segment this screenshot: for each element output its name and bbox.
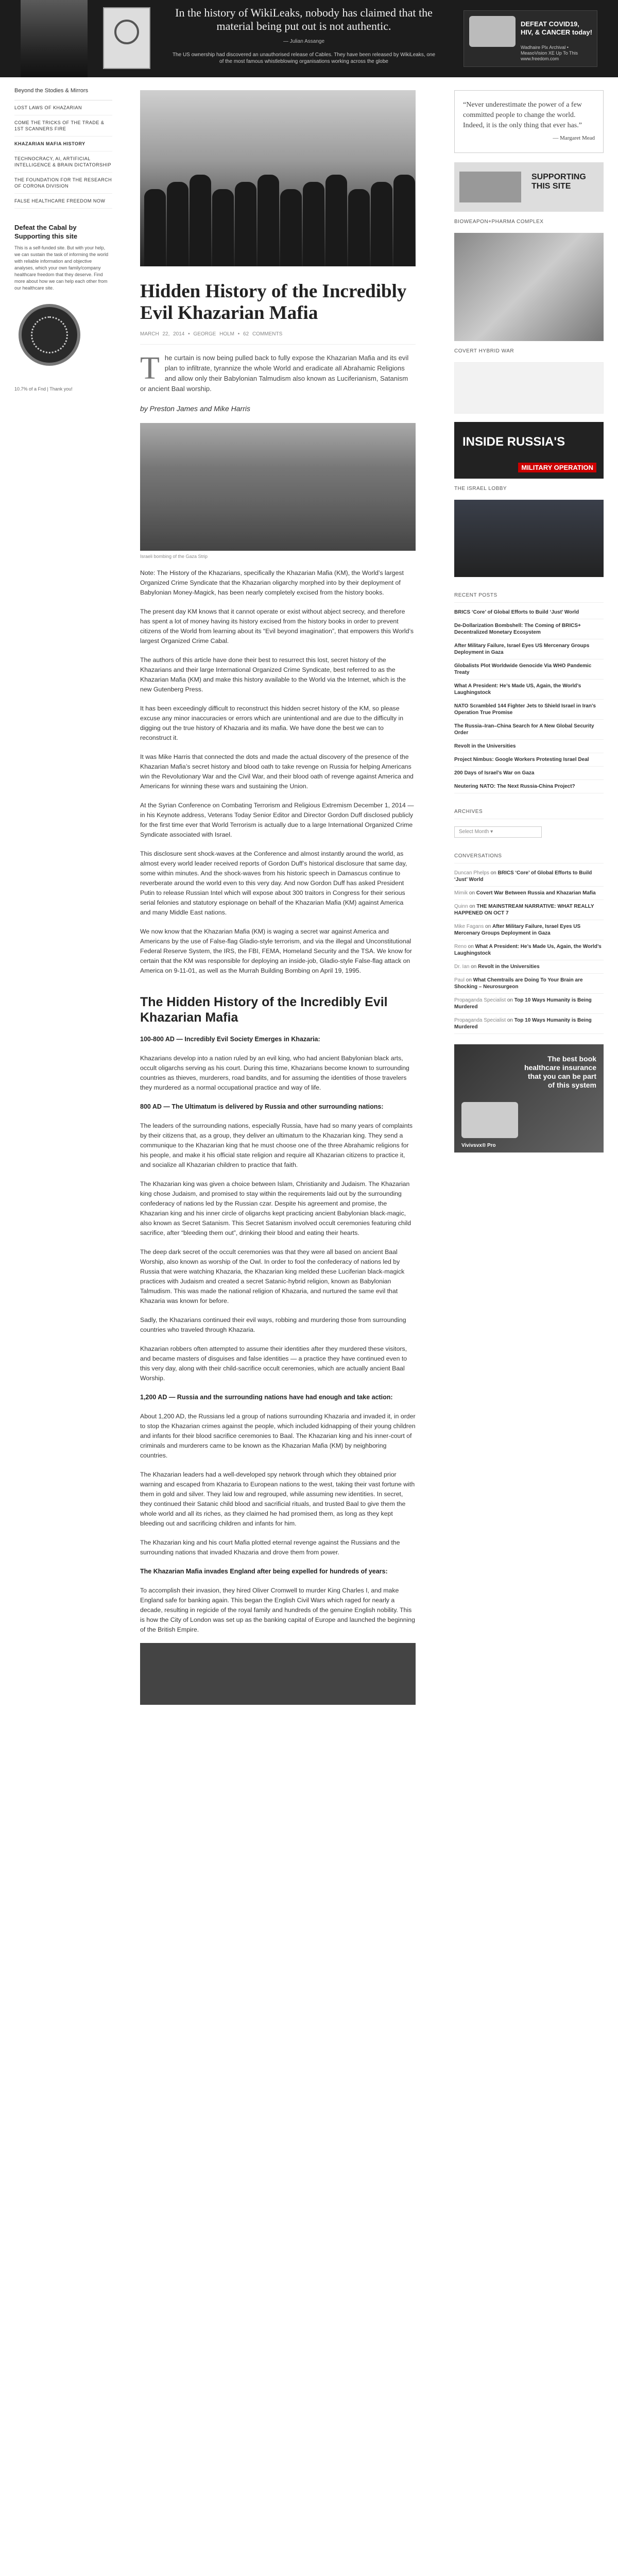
recent-post-link[interactable]: De-Dollarization Bombshell: The Coming of BRICS+ Decentralized Monetary Ecosystem [454,619,604,639]
hero-figure [348,189,370,266]
drop-cap: T [140,351,160,386]
section-heading: The Hidden History of the Incredibly Evil Khazarian Mafia [140,995,388,1025]
conversation-item[interactable]: Quinn on THE MAINSTREAM NARRATIVE: WHAT REALLY HAPPENED ON OCT 7 [454,900,604,920]
seal-icon [114,20,139,44]
paragraph: The Khazarian leaders had a well-developed spy network through which they obtained prior warning and escaped from Khazaria to European nations to the west, taking their vast fortune with them in gold and silver. They laid low and regrouped, while assuming new identities. In secret, they continued their Satanic child blood and sacrificial rituals, and trusted Baal to give them the whole world and all its riches, as they claimed he had promised them, as long as they kept bleeding out and sacrificing children and infants for him. [140,1471,415,1527]
widget-label[interactable]: THE ISRAEL LOBBY [454,486,507,492]
hero-figure [303,182,324,266]
paragraph: It has been exceedingly difficult to reconstruct this hidden secret history of the KM, so please excuse any minor inaccuracies or errors which are unintentional and are due to the difficulty in digging out the true history of Khazaria and its mafia. We have done the best we can to reconstruct it. [140,705,404,741]
hero-image [140,90,416,266]
widget-label[interactable]: COVERT HYBRID WAR [454,348,514,354]
paragraph: At the Syrian Conference on Combating Terrorism and Religious Extremism December 1, 2014 — in his Keynote address, Veterans Today Senior Editor and Director Gordon Duff disclosed publicly for the first time ever that World Terrorism is actually due to a large International Organized Crime Syndicate associated with Israel. [140,802,414,838]
banner-subtext: The US ownership had discovered an unauthorised release of Cables. They have been released by WikiLeaks, one of the most famous whistleblowing organisations working across the globe [172,52,436,64]
left-sidebar [14,83,112,392]
sidebar-ad-product: Vivivsvx® Pro [461,1143,496,1148]
product-image [461,1102,518,1138]
quote-text: “Never underestimate the power of a few committed people to change the world. Indeed, it is the only thing that ever has.” [463,101,582,129]
hero-figure [280,189,302,266]
funding-progress-text: 10.7% of a Fnd | Thank you! [14,386,73,392]
subheading: The Khazarian Mafia invades England after being expelled for hundreds of years: [140,1568,388,1575]
paragraph: The deep dark secret of the occult ceremonies was that they were all based on ancient Baal Worship, also known as worship of the Owl. In order to fool the confederacy of nations led by Russia that were watching Khazaria, the Khazarian king melded these Luciferian black-magick practices with Judaism and created a secret Satanic-hybrid religion, known as Babylonian Talmudism. This was made the national religion of Khazaria, and nurtured the same evil that Khazaria was known for before. [140,1248,405,1304]
banner-ad-footer: Wadhaire Plx Archival • MeasoVision XE Up To This www.freedom.com [521,45,578,61]
banner-portrait [21,0,88,77]
recent-post-link[interactable]: 200 Days of Israel’s War on Gaza [454,767,604,780]
banner-quote-text: In the history of WikiLeaks, nobody has claimed that the material being put out is not authentic. [175,6,433,32]
archives-select[interactable]: Select Month ▾ [454,826,542,838]
archives-title: ARCHIVES [454,809,604,819]
chevron-down-icon: ▾ [490,829,493,835]
russia-operation-banner[interactable] [454,422,604,479]
quote-author: — Margaret Mead [553,135,595,141]
paragraph: Khazarians develop into a nation ruled by an evil king, who had ancient Babylonian black arts, occult oligarchs serving as his court. During this time, Khazarians become known to surrounding countries as thieves, murderers, road bandits, and for assuming the identities of those travelers they murdered as a normal occupational practice and way of life. [140,1055,409,1091]
comment-author[interactable]: Paul [454,977,465,983]
comment-author[interactable]: Reno [454,944,467,950]
paragraph: To accomplish their invasion, they hired Oliver Cromwell to murder King Charles I, and make England safe for banking again. This began the English Civil Wars which raged for nearly a decade, resulting in regicide of the royal family and hundreds of the genuine English nobility. This is how the City of London was set up as the banking capital of Europe and launched the beginning of the British Empire. [140,1587,415,1633]
conversation-item[interactable]: Mike Fagans on After Military Failure, Israel Eyes US Mercenary Groups Deployment in Gaza [454,920,604,940]
quote-widget [454,90,604,153]
conversation-item[interactable]: Duncan Phelps on BRICS ‘Core’ of Global Efforts to Build ‘Just’ World [454,867,604,887]
comment-author[interactable]: Mimik [454,890,468,896]
menu-item[interactable]: TECHNOCRACY, AI, ARTIFICIAL INTELLIGENCE & BRAIN DICTATORSHIP [14,151,112,173]
article-image-bottom [140,1643,416,1705]
comment-post-link[interactable]: What A President: He’s Made Us, Again, the World’s Laughingstock [454,944,602,956]
comment-post-link[interactable]: Covert War Between Russia and Khazarian Mafia [476,890,596,896]
comment-author[interactable]: Propaganda Specialist [454,997,506,1003]
banner-document-image [103,7,150,69]
recent-post-link[interactable]: Revolt in the Universities [454,740,604,753]
comment-post-link[interactable]: THE MAINSTREAM NARRATIVE: WHAT REALLY HAPPENED ON OCT 7 [454,904,594,916]
image-caption: Israeli bombing of the Gaza Strip [140,554,208,559]
recent-posts-list [454,606,604,793]
recent-post-link[interactable]: The Russia–Iran–China Search for A New Global Security Order [454,720,604,740]
support-widget-title: Defeat the Cabal by Supporting this site [14,224,78,240]
conversation-item[interactable]: Propaganda Specialist on Top 10 Ways Humanity is Being Murdered [454,1014,604,1034]
menu-item[interactable]: COME THE TRICKS OF THE TRADE & 1ST SCANNERS FIRE [14,115,112,137]
support-banner-title: SUPPORTING THIS SITE [531,173,586,191]
menu-item-active[interactable]: KHAZARIAN MAFIA HISTORY [14,137,112,151]
paragraph: The leaders of the surrounding nations, especially Russia, have had so many years of complaints by their citizens that, as a group, they deliver an ultimatum to the Khazarian king. They send a communique to the Khazarian king that he must choose one of the three Abrahamic religions for his people, and make it his official state religion and require all Khazarian citizens to practice it, and socialize all Khazarian children to practice that faith. [140,1122,413,1168]
paragraph: It was Mike Harris that connected the dots and made the actual discovery of the presence of the Khazarian Mafia’s secret history and blood oath to take revenge on Russia for helping Americans win the Revolutionary War and the Civil War, and their blood oath of revenge against America and Americans for winning these wars and sustaining the Union. [140,753,414,790]
bioweapon-image[interactable] [454,233,604,341]
paragraph: We now know that the Khazarian Mafia (KM) is waging a secret war against America and Americans by the use of False-flag Gladio-style terrorism, and via the illegal and Unconstitutional Federal Reserve System, the IRS, the FBI, FEMA, Homeland Security and the TSA. We know for certain that the KM was responsible for deploying an inside-job, Gladio-style False-flag attack on America on 9-11-01, as well as the Murrah Building Bombing on April 19, 1995. [140,928,412,974]
donation-badge-icon[interactable] [19,304,80,366]
subheading: 1,200 AD — Russia and the surrounding nations have had enough and take action: [140,1394,393,1401]
hero-figure [212,189,234,266]
article-byline: by Preston James and Mike Harris [140,404,250,413]
paragraph: The present day KM knows that it cannot operate or exist without abject secrecy, and therefore has spent a lot of money having its history excised from the history books in order to prevent citizens of the World from learning about its “Evil beyond imagination”, that empowers this World’s largest Organized Crime Cabal. [140,608,414,645]
article-meta: MARCH 22, 2014 • GEORGE HOLM • 62 COMMENTS [140,331,416,345]
comment-post-link[interactable]: Revolt in the Universities [478,964,540,970]
conversations-list [454,867,604,1034]
covert-war-image[interactable] [454,362,604,414]
comment-author[interactable]: Duncan Phelps [454,870,489,876]
russia-banner-sub: MILITARY OPERATION [518,463,596,472]
paragraph: The Khazarian king was given a choice between Islam, Christianity and Judaism. The Khazarian king chose Judaism, and promised to stay within the requirements laid out by the surrounding confederacy of nations led by the Russian czar. Despite his agreement and promise, the Khazarian king and his inner circle of oligarchs kept practicing ancient Babylonian black-magic, also known as Secret Satanism. This Secret Satanism involved occult ceremonies featuring child sacrifice, after “bleeding them out”, drinking their blood and eating their hearts. [140,1180,411,1236]
menu-item[interactable]: FALSE HEALTHCARE FREEDOM NOW [14,194,112,209]
paragraph: The authors of this article have done their best to resurrect this lost, secret history of the Khazarians and their large International Organized Crime Syndicate, best referred to as the Khazarian Mafia (KM) and make this history available to the World via the Internet, which is the new Gutenberg Press. [140,656,406,693]
article-image [140,423,416,551]
hero-figure [167,182,188,266]
paragraph: Sadly, the Khazarians continued their evil ways, robbing and murdering those from surrounding countries who traveled through Khazaria. [140,1316,406,1333]
main-menu [14,100,112,209]
hero-figure [371,182,392,266]
banner-quote-author: — Julian Assange [283,39,325,44]
paragraph: The Khazarian king and his court Mafia plotted eternal revenge against the Russians and the surrounding nations that invaded Khazaria and drove them from power. [140,1539,400,1556]
right-sidebar [454,90,604,1153]
comment-author[interactable]: Dr. Ian [454,964,470,970]
hero-figure [190,175,211,266]
menu-item[interactable]: THE FOUNDATION FOR THE RESEARCH OF CORONA DIVISION [14,173,112,194]
comment-author[interactable]: Quinn [454,904,468,909]
sidebar-ad[interactable] [454,1044,604,1153]
hero-figure [235,182,256,266]
recent-post-link[interactable]: BRICS ‘Core’ of Global Efforts to Build ‘Just’ World [454,606,604,619]
paragraph: About 1,200 AD, the Russians led a group of nations surrounding Khazaria and invaded it, in order to stop the Khazarian crimes against the people, which included kidnapping of their young children and infants for their blood sacrifice ceremonies to Baal. The Khazarian king and his inner-court of criminals and murderers came to be known as the Khazarian Mafia (KM) by neighboring countries. [140,1413,416,1459]
article [140,90,416,1705]
subheading: 100-800 AD — Incredibly Evil Society Emerges in Khazaria: [140,1036,320,1043]
israel-lobby-image[interactable] [454,500,604,577]
comment-post-link[interactable]: BRICS ‘Core’ of Global Efforts to Build ‘Just’ World [454,870,592,883]
paragraph: Note: The History of the Khazarians, specifically the Khazarian Mafia (KM), the World’s largest Organized Crime Syndicate that the Khazarian oligarchy morphed into by their deployment of Babylonian Money-Magick, has been nearly completely excised from the history books. [140,569,404,596]
conversation-item[interactable]: Dr. Ian on Revolt in the Universities [454,960,604,974]
comment-post-link[interactable]: Top 10 Ways Humanity is Being Murdered [454,1018,592,1030]
paragraph: This disclosure sent shock-waves at the Conference and almost instantly around the world, as almost every world leader received reports of Gordon Duff’s historical disclosure that same day, some within minutes. And the shock-waves from his historic speech in Damascus continue to reverberate around the world even to this very day. And now Gordon Duff has asked President Putin to release Russian Intel which will expose about 300 traitors in Congress for their serious serial felonies and statutory espionage on behalf of the Khazarian Mafia (KM) against America and many Middle East nations. [140,850,407,916]
article-lead: The curtain is now being pulled back to fully expose the Khazarian Mafia and its evil plan to infiltrate, tyrannize the whole World and eradicate all Abrahamic Religions and allow only their Babylonian Talmudism also known as Luciferianism, Satanism or ancient Baal worship. [140,351,409,393]
conversation-item[interactable]: Mimik on Covert War Between Russia and Khazarian Mafia [454,887,604,900]
russia-banner-label: INSIDE RUSSIA'S [462,435,565,449]
paragraph: Khazarian robbers often attempted to assume their identities after they murdered these visitors, and became masters of disguises and false identities — a practice they have continued even to this very day, along with their child-sacrifice occult ceremonies, which are actually ancient Baal Worship. [140,1345,407,1382]
comment-post-link[interactable]: Top 10 Ways Humanity is Being Murdered [454,997,592,1010]
top-banner [0,0,618,77]
site-home-link[interactable]: Beyond the Stodies & Mirrors [14,83,112,100]
widget-label[interactable]: BIOWEAPON+PHARMA COMPLEX [454,219,544,225]
hero-figure [393,175,415,266]
comment-post-link[interactable]: What Chemtrails are Doing To Your Brain are Shocking – Neurosurgeon [454,977,583,990]
conversation-item[interactable]: Paul on What Chemtrails are Doing To Your Brain are Shocking – Neurosurgeon [454,974,604,994]
subheading: 800 AD — The Ultimatum is delivered by Russia and other surrounding nations: [140,1103,384,1110]
device-icon [469,16,516,47]
banner-ad-title: DEFEAT COVID19, HIV, & CANCER today! [521,20,592,36]
comment-author[interactable]: Mike Fagans [454,924,484,929]
comment-post-link[interactable]: After Military Failure, Israel Eyes US Mercenary Groups Deployment in Gaza [454,924,581,936]
sidebar-ad-title: The best book healthcare insurance that you can be part of this system [524,1055,596,1089]
conversation-item[interactable]: Propaganda Specialist on Top 10 Ways Humanity is Being Murdered [454,994,604,1014]
recent-post-link[interactable]: Globalists Plot Worldwide Genocide Via WHO Pandemic Treaty [454,659,604,680]
conversations-title: CONVERSATIONS [454,853,604,863]
hero-figure [144,189,166,266]
recent-post-link[interactable]: NATO Scrambled 144 Fighter Jets to Shield Israel in Iran’s Operation True Promise [454,700,604,720]
support-banner[interactable] [454,162,604,212]
supporter-image [459,172,521,202]
recent-posts-title: RECENT POSTS [454,592,604,603]
conversation-item[interactable]: Reno on What A President: He’s Made Us, Again, the World’s Laughingstock [454,940,604,960]
menu-item[interactable]: LOST LAWS OF KHAZARIAN [14,100,112,115]
banner-quote [170,6,438,65]
recent-post-link[interactable]: Project Nimbus: Google Workers Protesting Israel Deal [454,753,604,767]
recent-post-link[interactable]: After Military Failure, Israel Eyes US Mercenary Groups Deployment in Gaza [454,639,604,659]
comment-author[interactable]: Propaganda Specialist [454,1018,506,1023]
recent-post-link[interactable]: What A President: He’s Made US, Again, the World’s Laughingstock [454,680,604,700]
support-widget-text: This is a self-funded site. But with your help, we can sustain the task of informing the world with reliable information and objective analyses, which your own family/company healthcare freedom that they deserve. Find more about how we can help each other from our healthcare site. [14,245,109,291]
hero-figure [325,175,347,266]
hero-figure [258,175,279,266]
recent-post-link[interactable]: Neutering NATO: The Next Russia-China Project? [454,780,604,793]
article-title: Hidden History of the Incredibly Evil Khazarian Mafia [140,281,407,324]
banner-ad[interactable] [464,10,597,67]
